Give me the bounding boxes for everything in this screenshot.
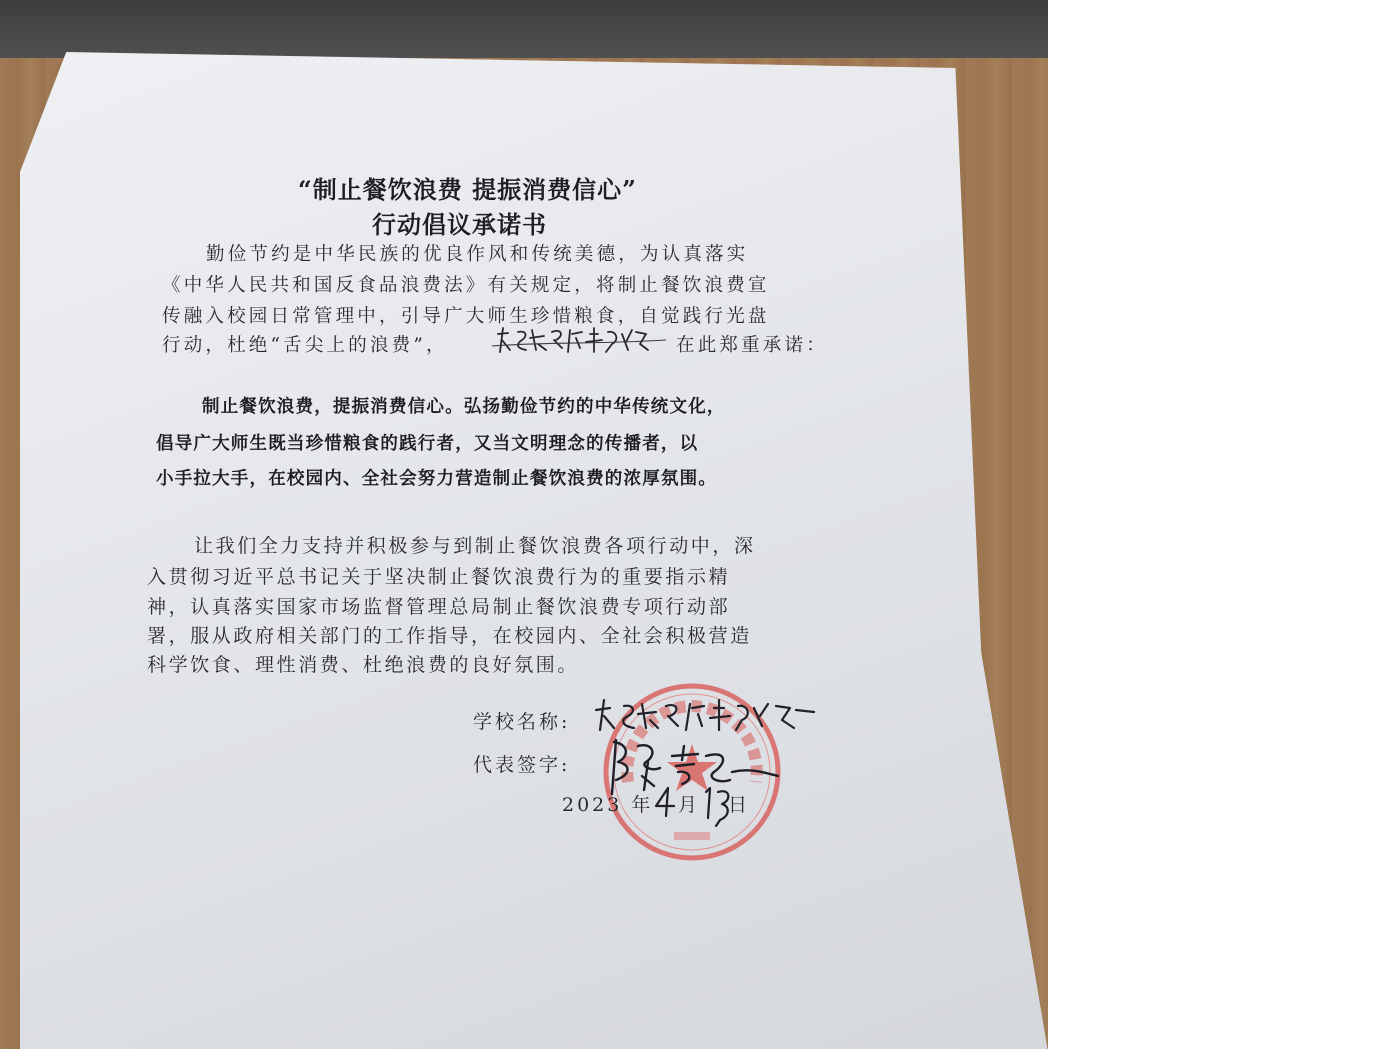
date-year: 2023 年 xyxy=(562,794,654,816)
handwritten-school-name-inline xyxy=(486,324,686,356)
intro-line-4-end: 在此郑重承诺： xyxy=(676,335,828,356)
intro-line-3: 传融入校园日常管理中，引导广大师生珍惜粮食，自觉践行光盘 xyxy=(162,306,770,327)
handwritten-month xyxy=(652,784,678,820)
dark-surface xyxy=(0,0,1048,58)
title-line-2: 行动倡议承诺书 xyxy=(372,210,547,239)
closing-line-3: 神，认真落实国家市场监督管理总局制止餐饮浪费专项行动部 xyxy=(147,596,731,618)
intro-line-2: 《中华人民共和国反食品浪费法》有关规定，将制止餐饮浪费宣 xyxy=(162,275,770,296)
pledge-line-2: 倡导广大师生既当珍惜粮食的践行者，又当文明理念的传播者，以 xyxy=(156,434,699,454)
handwritten-school-name xyxy=(586,696,826,736)
pledge-line-1: 制止餐饮浪费，提振消费信心。弘扬勤俭节约的中华传统文化， xyxy=(202,397,726,417)
closing-line-4: 署，服从政府相关部门的工作指导，在校园内、全社会积极营造 xyxy=(147,625,752,647)
intro-line-1: 勤俭节约是中华民族的优良作风和传统美德，为认真落实 xyxy=(206,244,749,265)
pledge-line-3: 小手拉大手，在校园内、全社会努力营造制止餐饮浪费的浓厚氛围。 xyxy=(156,469,717,489)
title-line-1: “制止餐饮浪费 提振消费信心” xyxy=(298,175,637,204)
closing-line-2: 入贯彻习近平总书记关于坚决制止餐饮浪费行为的重要指示精 xyxy=(147,566,731,588)
representative-label: 代表签字: xyxy=(473,754,571,776)
school-name-label: 学校名称: xyxy=(473,711,571,733)
date-month-suffix: 月 xyxy=(678,794,701,816)
closing-line-1: 让我们全力支持并积极参与到制止餐饮浪费各项行动中，深 xyxy=(194,535,756,557)
intro-line-4: 行动，杜绝“舌尖上的浪费”， xyxy=(162,335,448,356)
closing-line-5: 科学饮食、理性消费、杜绝浪费的良好氛围。 xyxy=(147,654,580,676)
date-day-suffix: 日 xyxy=(728,794,751,816)
